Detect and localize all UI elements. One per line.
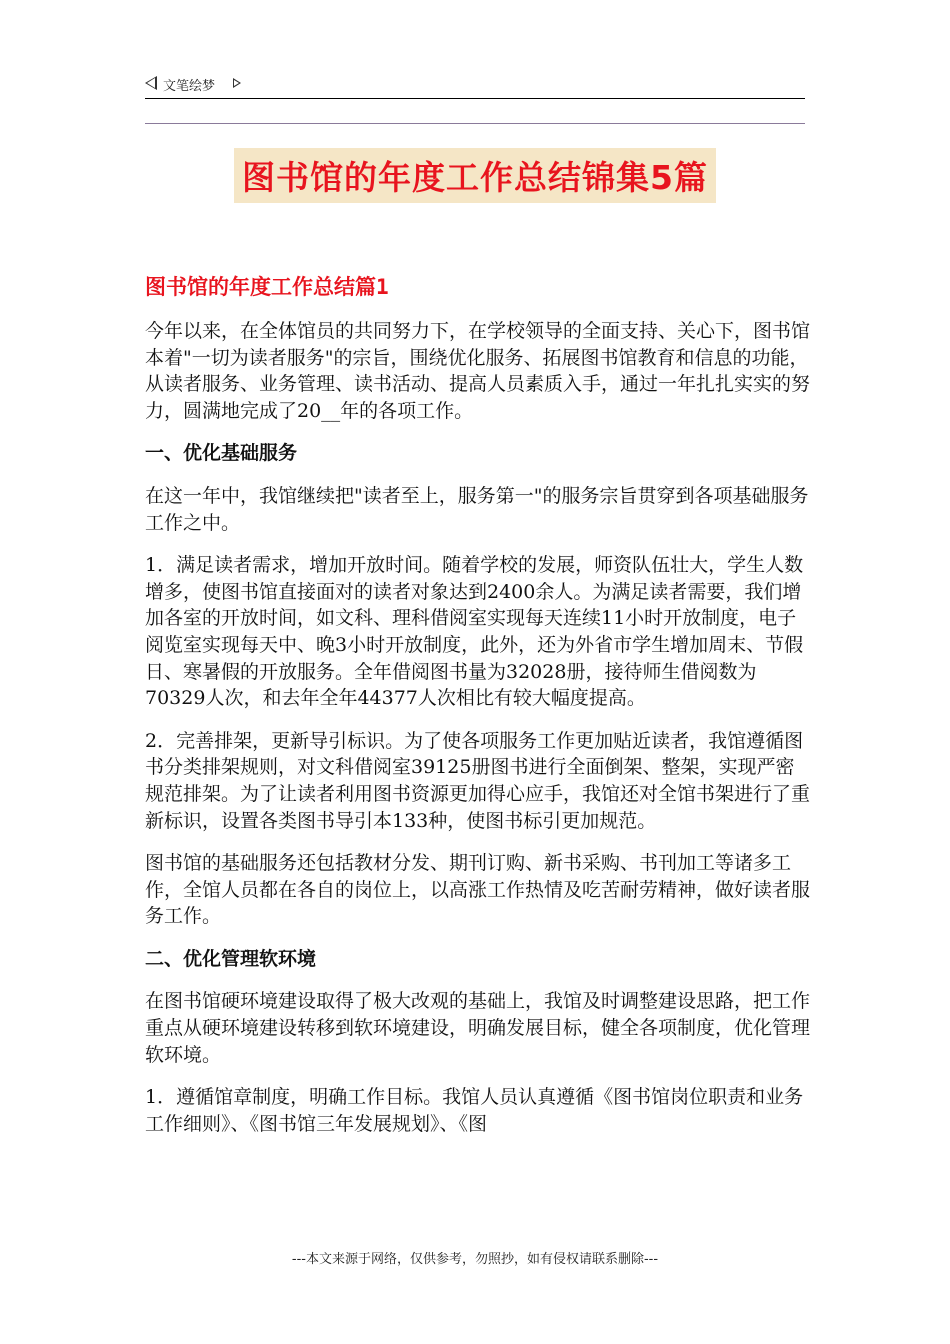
heading-basic-service: 一、优化基础服务 xyxy=(145,442,298,465)
paragraph: 图书馆的基础服务还包括教材分发、期刊订购、新书采购、书刊加工等诸多工作，全馆人员都在各自的岗位上，以高涨工作热情及吃苦耐劳精神，做好读者服务工作。 xyxy=(145,852,811,928)
section-subtitle: 图书馆的年度工作总结篇1 xyxy=(145,275,389,299)
paragraph: 1．满足读者需求，增加开放时间。随着学校的发展，师资队伍壮大，学生人数增多，使图书馆直接面对的读者对象达到2400余人。为满足读者需要，我们增加各室的开放时间，如文科、理科借阅室实现每天连续11小时开放制度，电子阅览室实现每天中、晚3小时开放制度，此外，还为外省市学生增加周末、节假日、寒暑假的开放服务。全年借阅图书量为32028册，接待师生借阅数为70329人次，和去年全年44377人次相比有较大幅度提高。 xyxy=(145,554,804,710)
document-body xyxy=(145,318,810,1153)
paragraph: 在图书馆硬环境建设取得了极大改观的基础上，我馆及时调整建设思路，把工作重点从硬环境建设转移到软环境建设，明确发展目标，健全各项制度，优化管理软环境。 xyxy=(145,990,811,1066)
divider-line xyxy=(145,123,805,124)
header-rule xyxy=(145,98,805,99)
title-container xyxy=(0,148,950,203)
paragraph: 2．完善排架，更新导引标识。为了使各项服务工作更加贴近读者，我馆遵循图书分类排架规则，对文科借阅室39125册图书进行全面倒架、整架，实现严密规范排架。为了让读者利用图书资源更加得心应手，我馆还对全馆书架进行了重新标识，设置各类图书导引本133种，使图书标引更加规范。 xyxy=(145,729,811,832)
paragraph: 在这一年中，我馆继续把"读者至上，服务第一"的服务宗旨贯穿到各项基础服务工作之中。 xyxy=(145,484,809,534)
document-title: 图书馆的年度工作总结锦集5篇 xyxy=(234,148,716,203)
brand-name: 文笔绘梦 xyxy=(163,79,216,94)
footer-disclaimer: ---本文来源于网络，仅供参考，勿照抄，如有侵权请联系删除--- xyxy=(291,1252,659,1267)
heading-management: 二、优化管理软环境 xyxy=(145,947,317,970)
triangle-left-icon xyxy=(145,76,157,90)
paragraph: 1．遵循馆章制度，明确工作目标。我馆人员认真遵循《图书馆岗位职责和业务工作细则》、《图书馆三年发展规划》、《图 xyxy=(145,1086,804,1135)
page-header xyxy=(145,74,805,98)
paragraph-intro: 今年以来，在全体馆员的共同努力下，在学校领导的全面支持、关心下，图书馆本着"一切为读者服务"的宗旨，围绕优化服务、拓展图书馆教育和信息的功能，从读者服务、业务管理、读书活动、提高人员素质入手，通过一年扎扎实实的努力，圆满地完成了20__年的各项工作。 xyxy=(145,320,811,422)
triangle-right-icon xyxy=(233,78,241,88)
